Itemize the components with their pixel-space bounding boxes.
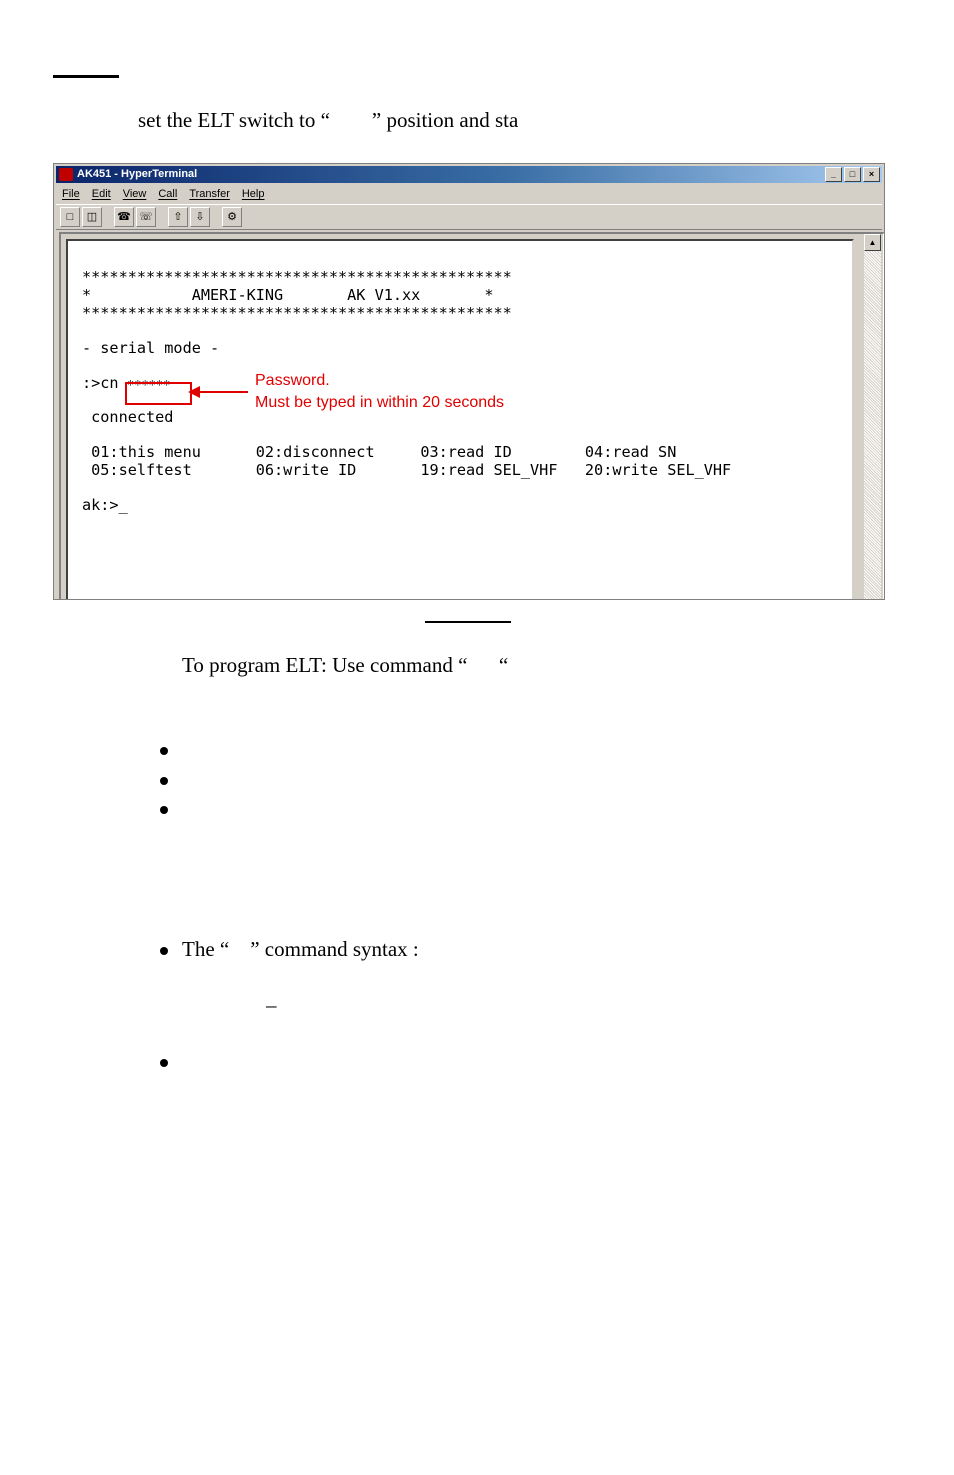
program-instruction: To program ELT: Use command “ “ xyxy=(182,653,509,677)
receive-icon[interactable]: ⇩ xyxy=(190,207,210,227)
terminal-line: 05:selftest 06:write ID 19:read SEL_VHF 20:write SEL_VHF xyxy=(82,461,732,479)
open-icon[interactable]: ◫ xyxy=(82,207,102,227)
bullet-2 xyxy=(160,777,168,785)
menu-view[interactable]: View xyxy=(122,188,147,200)
menu-call[interactable]: Call xyxy=(158,188,178,200)
heading-underline xyxy=(53,75,119,78)
annotation-timeout: Must be typed in within 20 seconds xyxy=(255,394,505,411)
menu-edit[interactable]: Edit xyxy=(91,188,111,200)
hyperterminal-window xyxy=(53,163,885,600)
annotation-password: Password. xyxy=(255,372,330,389)
new-icon[interactable]: □ xyxy=(60,207,80,227)
properties-icon[interactable]: ⚙ xyxy=(222,207,242,227)
syntax-dash: – xyxy=(266,993,277,1017)
toolbar xyxy=(56,204,882,230)
syntax-text: The “ ” command syntax : xyxy=(182,937,419,961)
terminal-screen[interactable] xyxy=(66,239,854,600)
terminal-line: 01:this menu 02:disconnect 03:read ID 04:read SN xyxy=(82,443,677,461)
close-button[interactable]: × xyxy=(863,167,880,182)
dial-icon[interactable]: ☏ xyxy=(136,207,156,227)
terminal-cursor-line: ak:>_ xyxy=(82,496,128,514)
intro-text: set the ELT switch to “ ” position and sta xyxy=(138,108,519,132)
app-icon xyxy=(59,168,73,181)
annotation-arrow xyxy=(192,391,248,393)
terminal-line: *********************************************** xyxy=(82,304,512,322)
send-icon[interactable]: ⇧ xyxy=(168,207,188,227)
maximize-button[interactable]: □ xyxy=(844,167,861,182)
bullet-5 xyxy=(160,1059,168,1067)
terminal-line: *********************************************** xyxy=(82,268,512,286)
terminal-line: - serial mode - xyxy=(82,339,220,357)
figure-caption-underline xyxy=(425,621,511,623)
terminal-prompt-cn: :>cn xyxy=(82,374,119,392)
password-stars: ****** xyxy=(127,378,171,392)
menu-help[interactable]: Help xyxy=(241,188,265,200)
terminal-frame xyxy=(59,232,885,600)
vertical-scrollbar[interactable] xyxy=(864,234,881,600)
title-bar[interactable] xyxy=(56,166,882,183)
menu-bar xyxy=(56,185,882,203)
bullet-1 xyxy=(160,747,168,755)
terminal-line: * AMERI-KING AK V1.xx * xyxy=(82,286,494,304)
menu-file[interactable]: File xyxy=(62,188,80,200)
terminal-line: connected xyxy=(82,408,174,426)
menu-transfer[interactable]: Transfer xyxy=(189,188,230,200)
scroll-up-button[interactable]: ▲ xyxy=(864,234,881,251)
disconnect-icon[interactable]: ☎ xyxy=(114,207,134,227)
minimize-button[interactable]: _ xyxy=(825,167,842,182)
bullet-syntax xyxy=(160,947,168,955)
bullet-3 xyxy=(160,806,168,814)
password-highlight-box xyxy=(125,382,192,405)
window-title: AK451 - HyperTerminal xyxy=(77,168,198,180)
